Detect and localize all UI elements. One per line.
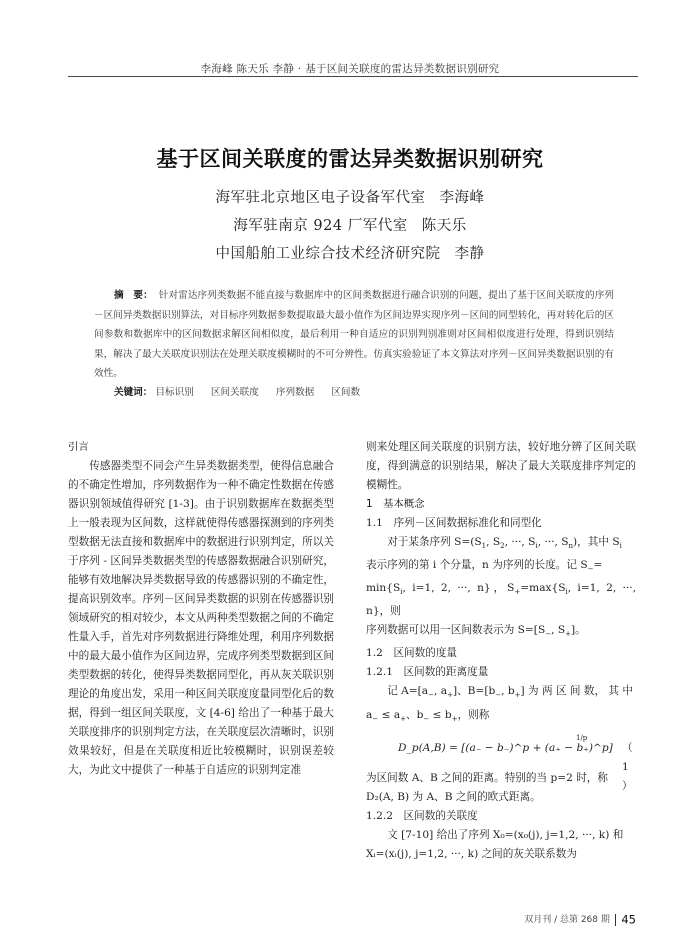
formula-explanation: 为区间数 A、B 之间的距离。特别的当 p=2 时，称 — [366, 771, 608, 784]
keyword: 序列数据 — [275, 387, 315, 398]
sequence-definition-line: $\min\{S_i$, i=1, 2, ···, n}，$S_+=\max\{S_i$, i=1, 2, ···, n}，则 — [366, 582, 637, 618]
affiliation-line — [0, 214, 700, 235]
abstract-text: 针对雷达序列类数据不能直接与数据库中的区间类数据进行融合识别的问题，提出了基于区间关联度的序列－区间异类数据识别算法，对目标序列数据参数提取最大最小值作为区间边界实现序列－区间的同型转化，再对转化后的区间参数和数据库中的区间数据求解区间相似度，最后利用一种自适应的识别判别准则对区间相似度进行处理，得到识别结果，解决了最大关联度识别法在处理关联度模糊时的不可分辨性。仿真实验验证了本文算法对序列－区间异类数据识别的有效性。 — [94, 290, 615, 379]
keyword: 区间数 — [331, 387, 361, 398]
affiliation-author: 陈天乐 — [421, 218, 467, 234]
affiliation-author: 李静 — [454, 246, 485, 262]
sequence-definition-line: 表示序列的第 i 个分量，n 为序列的长度。记 $S_-=$ — [366, 559, 603, 574]
issue-info: 双月刊 / 总第 268 期 — [524, 915, 610, 925]
keyword: 目标识别 — [155, 387, 194, 398]
right-column — [366, 438, 636, 864]
left-column — [68, 438, 334, 780]
page-footer — [524, 912, 636, 927]
continued-paragraph: 则来处理区间关联度的识别方法，较好地分辨了区间关联度，得到满意的识别结果，解决了最大关联度排序判定的模糊性。 — [366, 441, 636, 491]
footer-divider — [615, 914, 617, 926]
running-title: 李海峰 陈天乐 李静 · 基于区间关联度的雷达异类数据识别研究 — [200, 63, 500, 75]
keywords-label: 关键词： — [114, 387, 153, 398]
grey-relation-paragraph: 文 [7-10] 给出了序列 X₀=(x₀(j), j=1,2, ···, k) 和 — [387, 828, 624, 841]
keyword: 区间关联度 — [210, 387, 259, 398]
paper-title: 基于区间关联度的雷达异类数据识别研究 — [156, 147, 544, 171]
abstract-label: 摘 要： — [114, 290, 153, 301]
formula-number: （ 1 ） — [622, 741, 633, 792]
header-rule — [68, 76, 638, 77]
affiliation-line — [0, 242, 700, 263]
sequence-definition-line: 序列数据可以用一区间数表示为 $S=[S_-$, $S_+$]。 — [366, 624, 586, 639]
abstract — [94, 286, 614, 384]
section-heading-1-2: 1.2 区间数的度量 — [366, 647, 458, 660]
affiliation-org: 海军驻北京地区电子设备军代室 — [215, 190, 426, 206]
sequence-definition-paragraph: 对于某条序列 $S=(S_1$, $S_2$, ···, $S_i$, ···, $S_n$)，其中 $S_i$ — [387, 536, 622, 551]
formula-expression: D_p(A,B) = [(a₋ − b₋)^p + (a₊ − b₊)^p] — [398, 741, 613, 754]
affiliation-line — [0, 186, 700, 207]
section-heading-1-1: 1.1 序列－区间数据标准化和同型化 — [366, 517, 542, 529]
grey-relation-paragraph-line: Xᵢ=(xᵢ(j), j=1,2, ···, k) 之间的灰关联系数为 — [366, 847, 577, 860]
page-number: 45 — [621, 912, 636, 927]
section-heading-intro: 引言 — [68, 441, 89, 453]
distance-paragraph: 记 $A=[a_-$, $a_+$]、$B=[b_-$, $b_+$] 为 两 区 间 数， 其 中 — [387, 685, 633, 700]
affiliation-author: 李海峰 — [439, 190, 485, 206]
formula-explanation: D₂(A, B) 为 A、B 之间的欧式距离。 — [366, 790, 541, 803]
section-heading-1: 1 基本概念 — [366, 498, 425, 510]
section-heading-1-2-1: 1.2.1 区间数的距离度量 — [366, 666, 489, 679]
section-heading-1-2-2: 1.2.2 区间数的关联度 — [366, 809, 478, 822]
formula-exponent: 1/p — [576, 733, 588, 742]
affiliation-org: 中国船舶工业综合技术经济研究院 — [215, 246, 441, 262]
intro-paragraph: 传感器类型不同会产生异类数据类型，使得信息融合的不确定性增加，序列数据作为一种不确定性数据在传感器识别领域值得研究 [1-3]。由于识别数据库在数据类型上一般表现为区间数，这样就使得传感器探测到的序列类型数据无法直接和数据库中的数据进行识别判定，所以关于序列 - 区间异类数据类型的传感器数据融合识别研究，能够有效地解决异类数据导致的传感器识别的不确定性，提高识别效率。序列－区间异类数据的识别在传感器识别领域研究的相对较少，本文从两种类型数据之间的不确定性量入手，首先对序列数据进行降维处理，利用序列数据中的最大最小值作为区间边界，完成序列类型数据到区间类型数据的转化，使得异类数据同型化，再从灰关联识别理论的角度出发，采用一种区间关联度度量同型化后的数据，得到一组区间关联度，文 [4-6] 给出了一种基于最大关联度排序的识别判定方法，在关联度层次清晰时，识别效果较好，但是在关联度相近比较模糊时，识别误差较大，为此文中提供了一种基于自适应的识别判定准 — [68, 460, 334, 776]
distance-paragraph-line: $a_- \le a_+$、$b_- \le b_+$，则称 — [366, 708, 490, 723]
affiliation-org: 海军驻南京 924 厂军代室 — [233, 218, 408, 234]
keywords — [114, 384, 374, 398]
